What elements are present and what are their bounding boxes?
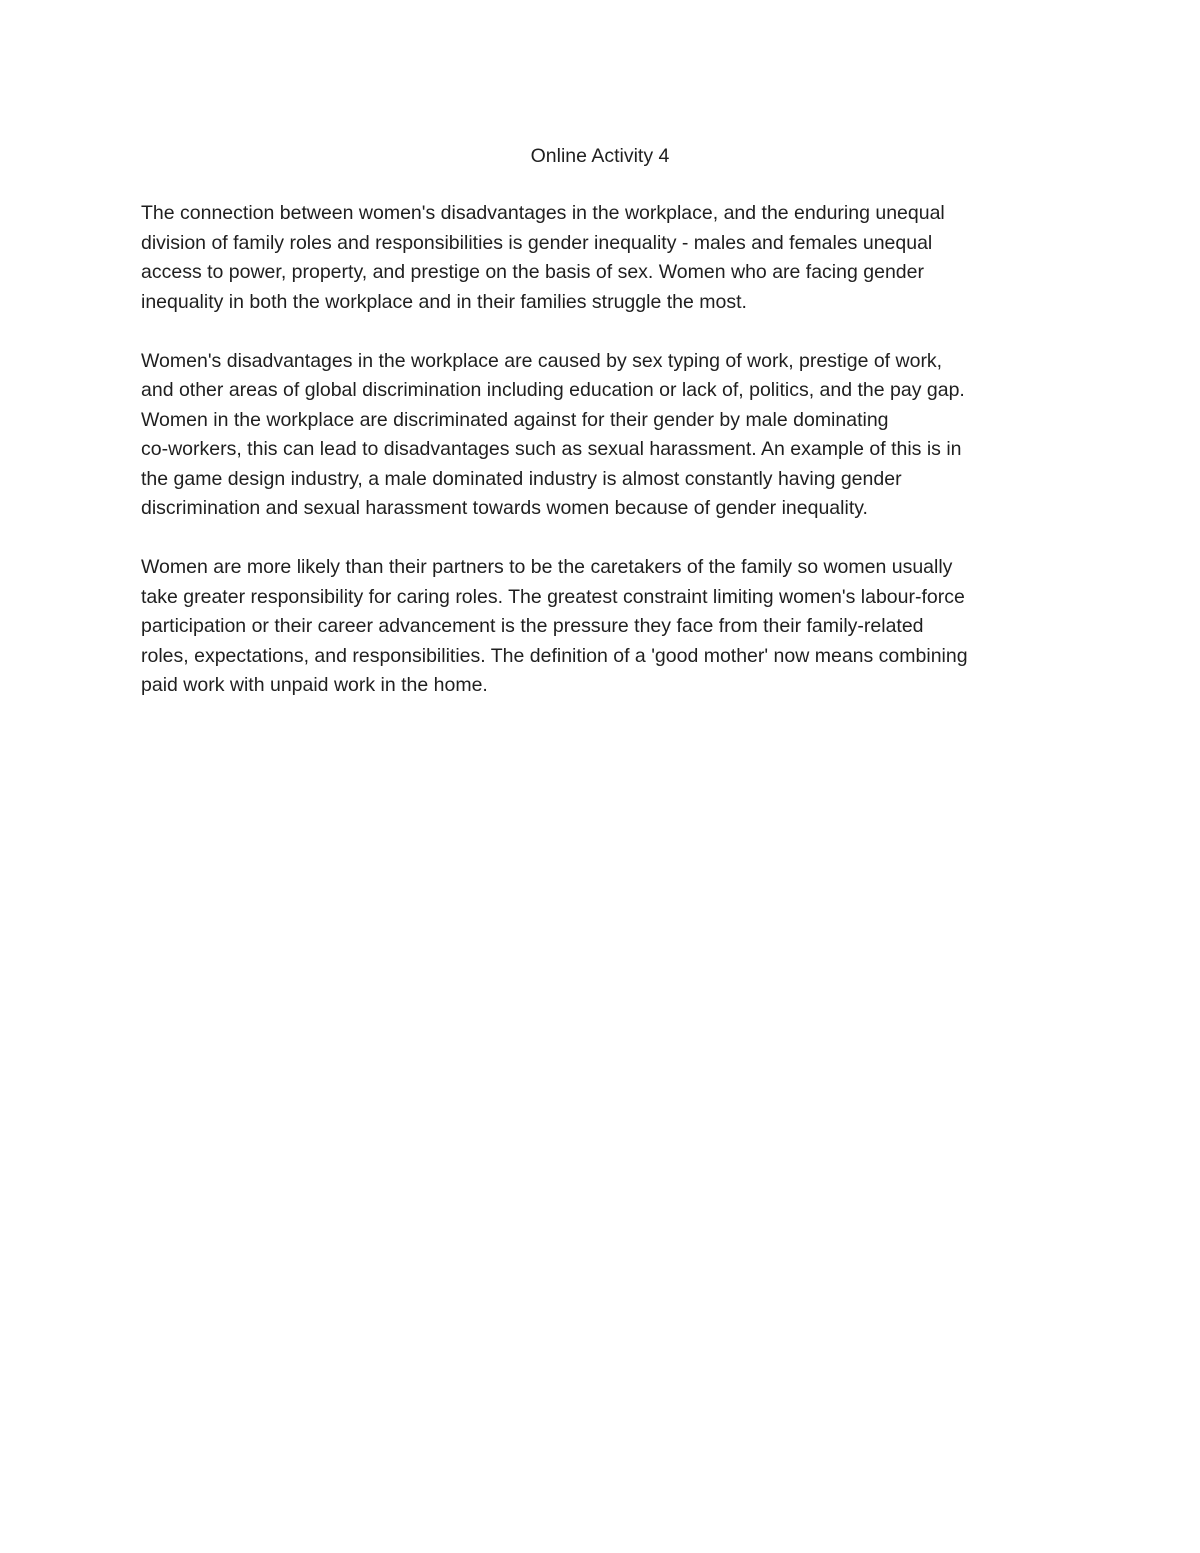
text-line: participation or their career advancement is the pressure they face from their family-related xyxy=(141,615,924,637)
document-body xyxy=(141,199,1066,730)
text-line: The connection between women's disadvantages in the workplace, and the enduring unequal xyxy=(141,202,945,224)
text-line: and other areas of global discrimination including education or lack of, politics, and the pay gap. xyxy=(141,379,965,401)
text-line: paid work with unpaid work in the home. xyxy=(141,674,488,696)
paragraph-1 xyxy=(141,199,1066,317)
document-title: Online Activity 4 xyxy=(530,145,670,167)
paragraph-3 xyxy=(141,553,1066,701)
text-line: Women are more likely than their partners to be the caretakers of the family so women usually xyxy=(141,556,953,578)
text-line: Women's disadvantages in the workplace are caused by sex typing of work, prestige of work, xyxy=(141,349,943,372)
text-line: discrimination and sexual harassment towards women because of gender inequality. xyxy=(141,497,868,519)
text-line: co-workers, this can lead to disadvantages such as sexual harassment. An example of this is in xyxy=(141,438,962,460)
text-line: take greater responsibility for caring roles. The greatest constraint limiting women's labour-force xyxy=(141,585,965,608)
text-line: the game design industry, a male dominated industry is almost constantly having gender xyxy=(141,467,902,490)
text-line: roles, expectations, and responsibilities. The definition of a 'good mother' now means combining xyxy=(141,644,968,667)
text-line: division of family roles and responsibilities is gender inequality - males and females unequal xyxy=(141,231,933,254)
text-line: Women in the workplace are discriminated against for their gender by male dominating xyxy=(141,408,889,431)
text-line: access to power, property, and prestige on the basis of sex. Women who are facing gender xyxy=(141,261,924,283)
text-line: inequality in both the workplace and in their families struggle the most. xyxy=(141,290,747,313)
paragraph-2 xyxy=(141,347,1066,524)
